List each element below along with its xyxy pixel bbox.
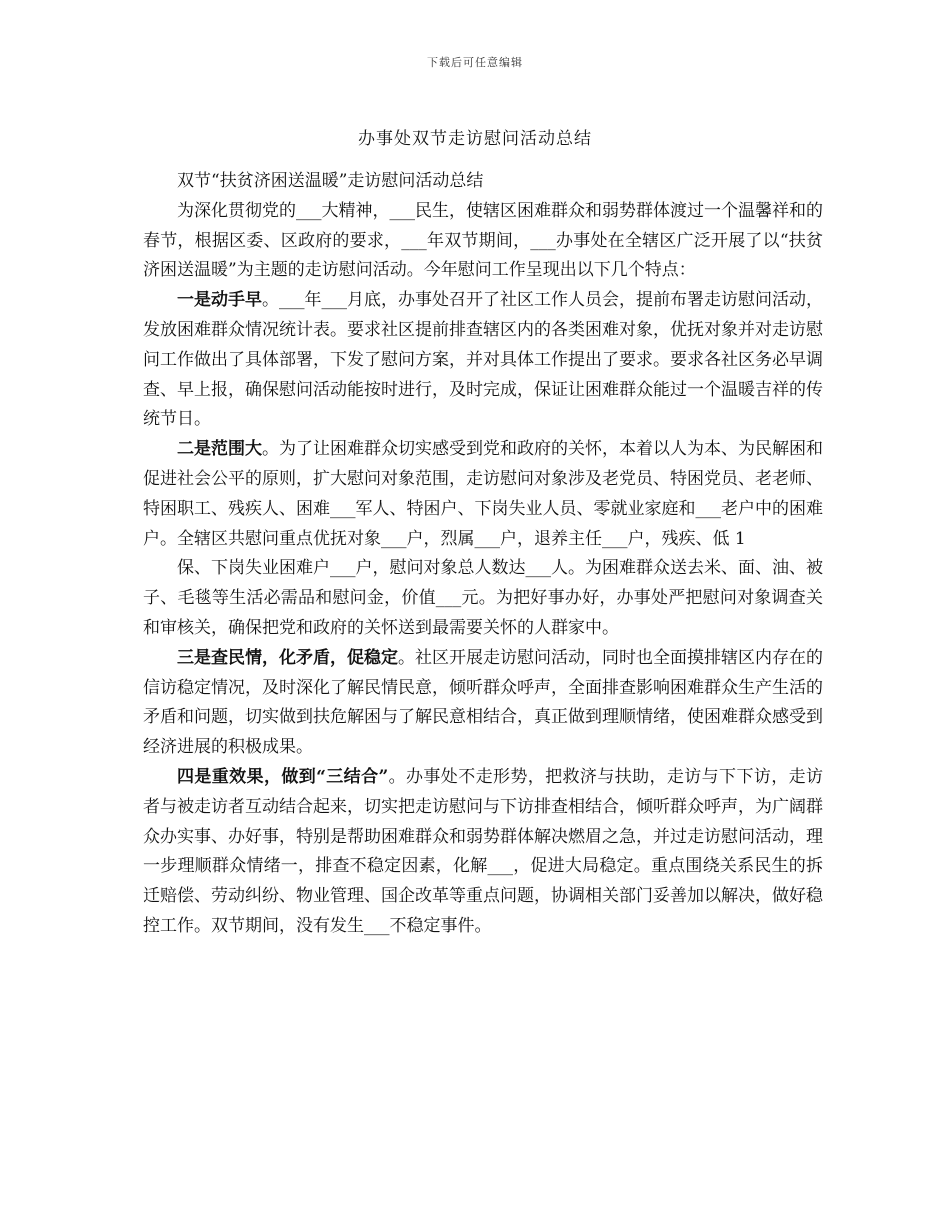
section-paragraph-2-continued bbox=[143, 554, 823, 643]
section-heading-3: 三是查民情，化矛盾，促稳定 bbox=[177, 647, 398, 668]
document-subtitle: 双节“扶贫济困送温暖”走访慰问活动总结 bbox=[177, 171, 484, 191]
intro-paragraph: 为深化贯彻党的___大精神，___民生，使辖区困难群众和弱势群体渡过一个温馨祥和的春节，根据区委、区政府的要求，___年双节期间，___办事处在全辖区广泛开展了以“扶贫济困送温暖”为主题的走访慰问活动。今年慰问工作呈现出以下几个特点： bbox=[143, 200, 823, 281]
section-paragraph-4 bbox=[143, 763, 823, 942]
section-paragraph-1 bbox=[143, 286, 823, 435]
section-text-1: 。___年___月底，办事处召开了社区工作人员会，提前布署走访慰问活动，发放困难群众情况统计表。要求社区提前排查辖区内的各类困难对象，优抚对象并对走访慰问工作做出了具体部署，下发了慰问方案，并对具体工作提出了要求。要求各社区务必早调查、早上报，确保慰问活动能按时进行，及时完成，保证让困难群众能过一个温暖吉祥的传统节日。 bbox=[143, 290, 823, 430]
section-paragraph-3 bbox=[143, 644, 823, 763]
section-text-2-continued: 保、下岗失业困难户___户，慰问对象总人数达___人。为困难群众送去米、面、油、被子、毛毯等生活必需品和慰问金，价值___元。为把好事办好，办事处严把慰问对象调查关和审核关，确保把党和政府的关怀送到最需要关怀的人群家中。 bbox=[143, 558, 823, 638]
section-text-3: 。社区开展走访慰问活动，同时也全面摸排辖区内存在的信访稳定情况，及时深化了解民情民意，倾听群众呼声，全面排查影响困难群众生产生活的矛盾和问题，切实做到扶危解困与了解民意相结合，真正做到理顺情绪，使困难群众感受到经济进展的积极成果。 bbox=[143, 647, 823, 758]
document-title: 办事处双节走访慰问活动总结 bbox=[358, 129, 592, 149]
section-heading-4: 四是重效果，做到“三结合” bbox=[177, 766, 389, 787]
section-paragraph-2 bbox=[143, 435, 823, 554]
document-body bbox=[143, 167, 823, 942]
section-text-4: 。办事处不走形势，把救济与扶助，走访与下下访，走访者与被走访者互动结合起来，切实把走访慰问与下访排查相结合，倾听群众呼声，为广阔群众办实事、办好事，特别是帮助困难群众和弱势群体解决燃眉之急，并过走访慰问活动，理一步理顺群众情绪一，排查不稳定因素，化解___，促进大局稳定。重点围绕关系民生的拆迁赔偿、劳动纠纷、物业管理、国企改革等重点问题，协调相关部门妥善加以解决，做好稳控工作。双节期间，没有发生___不稳定事件。 bbox=[143, 766, 824, 936]
page-header-note: 下载后可任意编辑 bbox=[427, 56, 523, 69]
section-heading-2: 二是范围大 bbox=[177, 439, 262, 460]
section-text-2: 。为了让困难群众切实感受到党和政府的关怀，本着以人为本、为民解困和促进社会公平的原则，扩大慰问对象范围，走访慰问对象涉及老党员、特困党员、老老师、特困职工、残疾人、困难___军人、特困户、下岗失业人员、零就业家庭和___老户中的困难户。全辖区共慰问重点优抚对象___户，烈属___户，退养主任___户，残疾、低 1 bbox=[143, 439, 823, 549]
section-heading-1: 一是动手早 bbox=[177, 290, 262, 311]
